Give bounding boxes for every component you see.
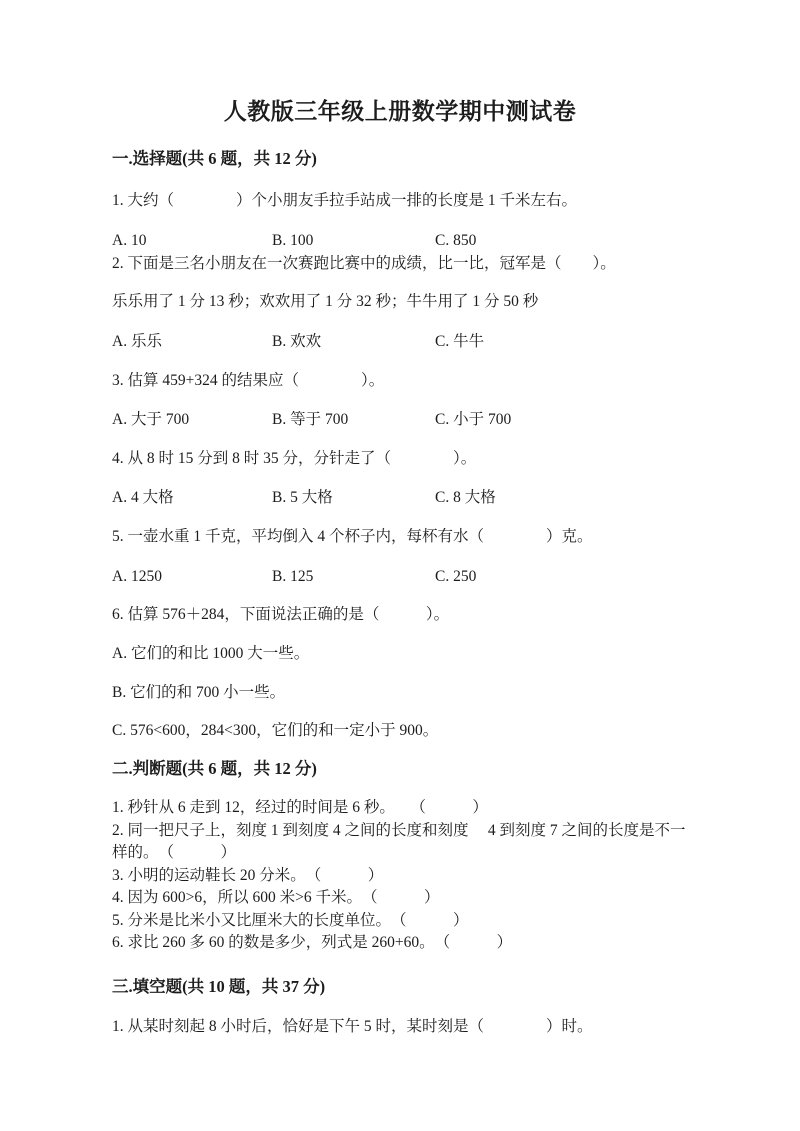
section-fill-heading: 三.填空题(共 10 题，共 37 分) (112, 976, 326, 996)
choice-q4-option-a: A. 4 大格 (112, 489, 174, 506)
judge-items (112, 797, 688, 955)
choice-question-1: 1. 大约（ ）个小朋友手拉手站成一排的长度是 1 千米左右。 (112, 192, 578, 209)
choice-q5-option-a: A. 1250 (112, 568, 162, 585)
choice-question-4: 4. 从 8 时 15 分到 8 时 35 分，分针走了（ ）。 (112, 450, 477, 467)
page-title: 人教版三年级上册数学期中测试卷 (223, 99, 577, 124)
judge-item-1: 1. 秒针从 6 走到 12，经过的时间是 6 秒。 （ ） (112, 799, 488, 816)
choice-question-1-options (112, 229, 688, 252)
choice-q6-option-a: A. 它们的和比 1000 大一些。 (112, 645, 310, 662)
choice-q1-option-a: A. 10 (112, 232, 147, 249)
choice-q3-option-a: A. 大于 700 (112, 411, 190, 428)
section-choice-heading: 一.选择题(共 6 题，共 12 分) (112, 149, 317, 168)
judge-item-4: 4. 因为 600>6，所以 600 米>6 千米。 （ ） (112, 889, 440, 906)
choice-q6-option-c: C. 576<600，284<300，它们的和一定小于 900。 (112, 722, 439, 739)
choice-question-3-options (112, 408, 688, 431)
choice-q2-option-b: B. 欢欢 (272, 333, 322, 350)
judge-item-5: 5. 分米是比米小又比厘米大的长度单位。 （ ） (112, 911, 469, 929)
choice-question-6: 6. 估算 576＋284，下面说法正确的是（ ）。 (112, 606, 450, 623)
choice-q4-option-c: C. 8 大格 (435, 489, 496, 506)
choice-q1-option-b: B. 100 (272, 232, 314, 249)
choice-q2-option-c: C. 牛牛 (435, 333, 485, 350)
choice-question-4-options (112, 486, 688, 509)
choice-q5-option-b: B. 125 (272, 568, 314, 585)
fill-question-1: 1. 从某时刻起 8 小时后，恰好是下午 5 时，某时刻是（ ）时。 (112, 1017, 593, 1035)
choice-q3-option-c: C. 小于 700 (435, 411, 512, 428)
choice-q4-option-b: B. 5 大格 (272, 489, 333, 506)
judge-item-3: 3. 小明的运动鞋长 20 分米。 （ ） (112, 866, 384, 884)
choice-q1-option-c: C. 850 (435, 232, 477, 249)
choice-q2-option-a: A. 乐乐 (112, 333, 162, 350)
section-judge-heading: 二.判断题(共 6 题，共 12 分) (112, 759, 317, 778)
choice-question-5: 5. 一壶水重 1 千克，平均倒入 4 个杯子内，每杯有水（ ）克。 (112, 528, 593, 545)
choice-q3-option-b: B. 等于 700 (272, 411, 349, 428)
judge-item-6: 6. 求比 260 多 60 的数是多少，列式是 260+60。 （ ） (112, 934, 513, 951)
choice-q6-option-b: B. 它们的和 700 小一些。 (112, 684, 286, 701)
choice-question-2-detail: 乐乐用了 1 分 13 秒；欢欢用了 1 分 32 秒；牛牛用了 1 分 50 秒 (112, 293, 539, 310)
choice-question-3: 3. 估算 459+324 的结果应（ ）。 (112, 372, 385, 389)
choice-question-2-options (112, 330, 688, 353)
choice-question-5-options (112, 565, 688, 588)
choice-question-2: 2. 下面是三名小朋友在一次赛跑比赛中的成绩，比一比，冠军是（ ）。 (112, 255, 616, 272)
judge-item-2: 2. 同一把尺子上，刻度 1 到刻度 4 之间的长度和刻度 4 到刻度 7 之间的长度是不一样的。 （ ） (112, 821, 686, 861)
choice-q5-option-c: C. 250 (435, 568, 477, 585)
